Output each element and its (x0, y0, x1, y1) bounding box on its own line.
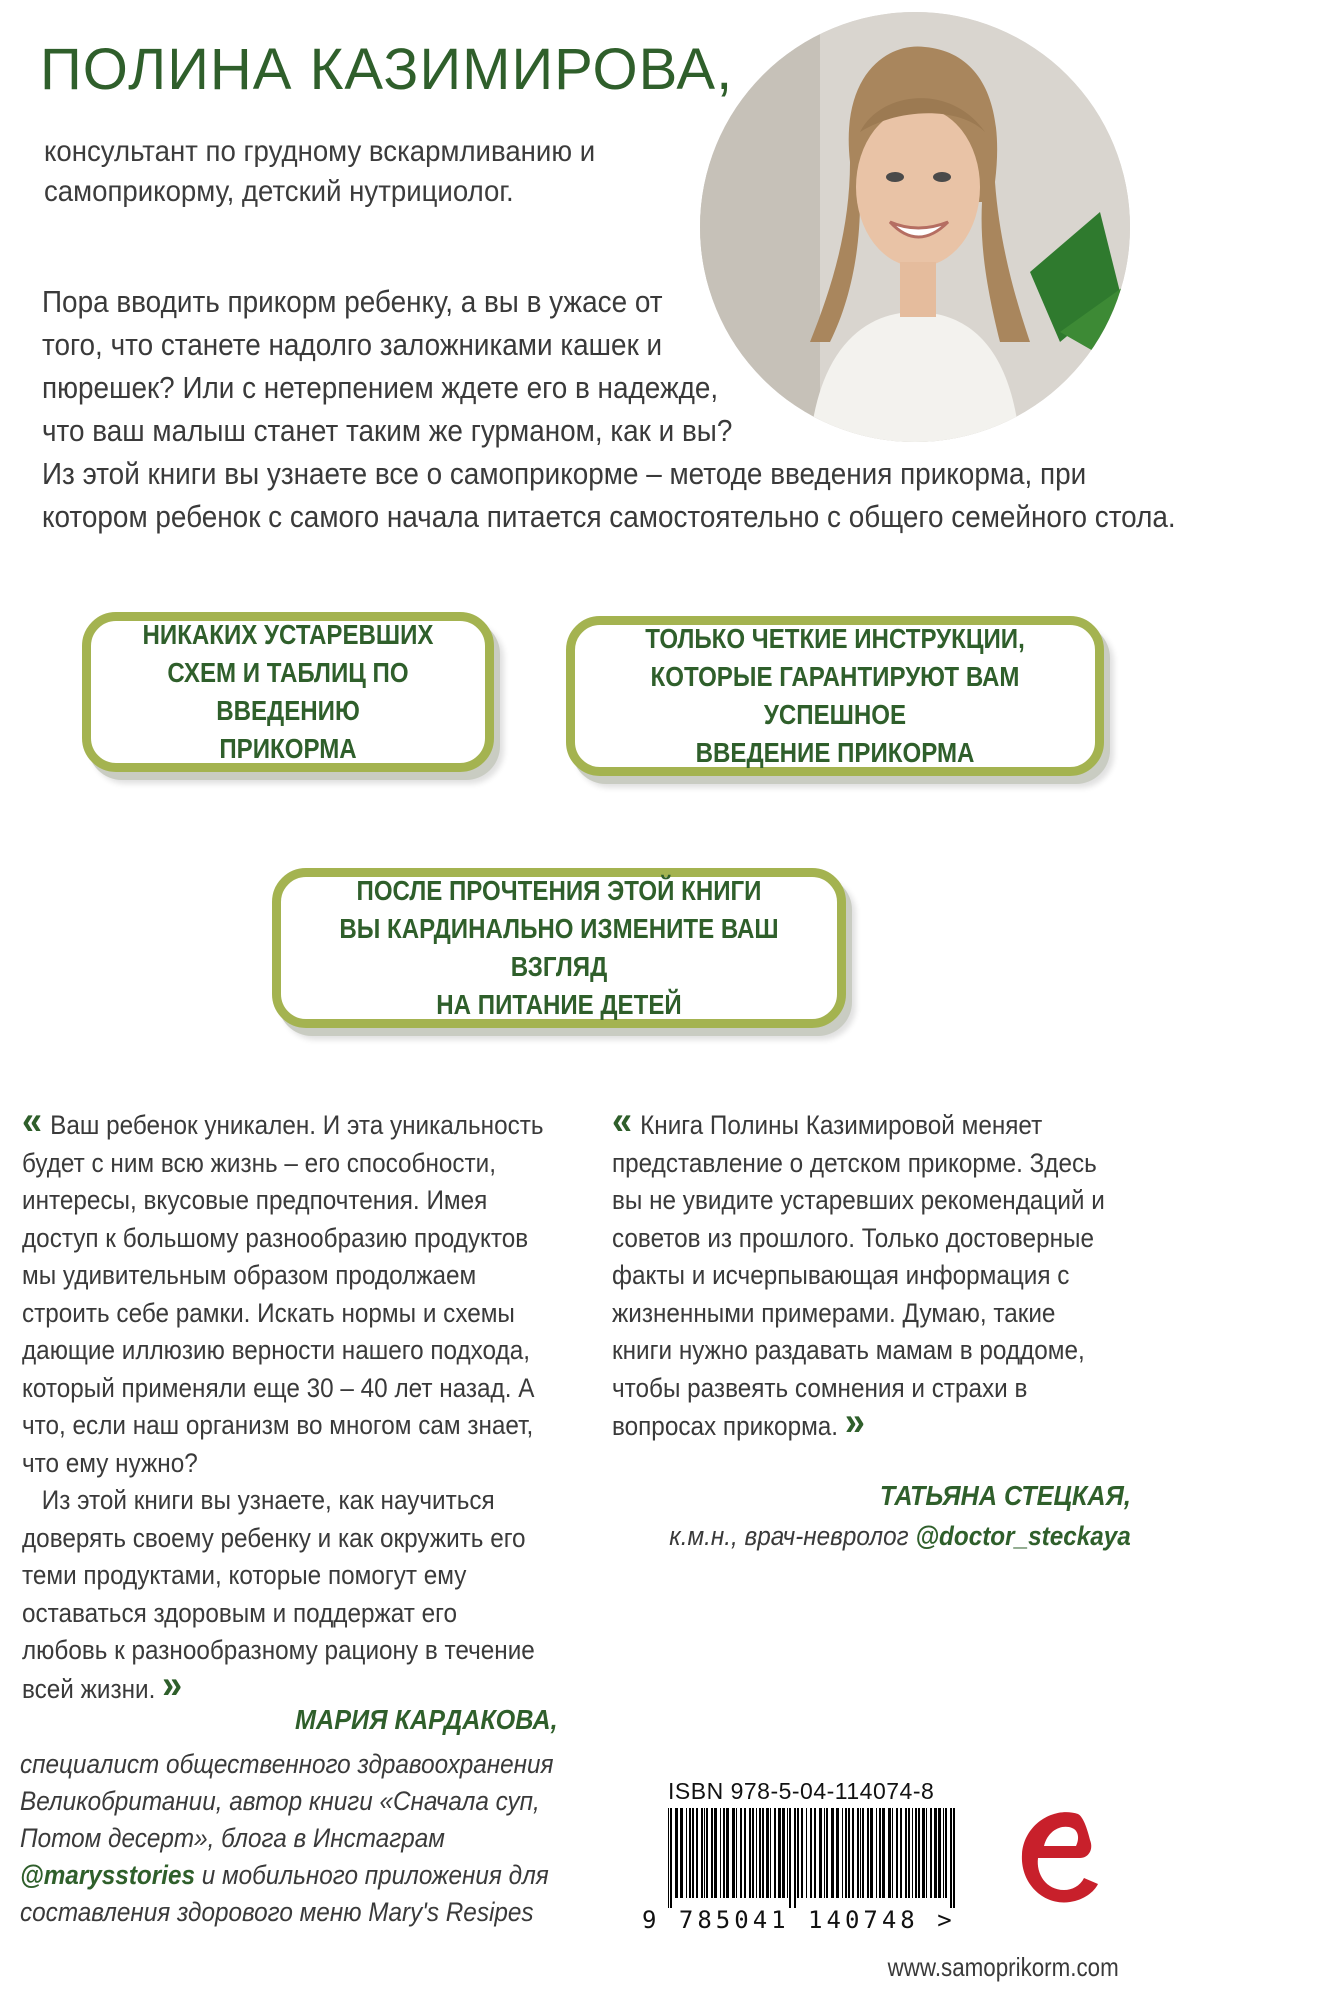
review-line: Ваш ребенок уникален. И эта уникальность (50, 1110, 544, 1140)
barcode-bar (801, 1808, 803, 1898)
barcode-bar (842, 1808, 843, 1898)
barcode-bar (819, 1808, 822, 1898)
barcode-bar (787, 1808, 788, 1898)
barcode-bar (876, 1808, 877, 1898)
barcode-bar (782, 1808, 785, 1898)
barcode-bar (892, 1808, 893, 1898)
barcode-bar (749, 1808, 751, 1898)
review-line: мы удивительным образом продолжаем (22, 1260, 477, 1290)
reviewer-name-steckaya: ТАТЬЯНА СТЕЦКАЯ, (879, 1480, 1131, 1511)
barcode-bar (701, 1808, 703, 1898)
barcode-bar (896, 1808, 898, 1898)
author-role-line: самоприкорму, детский нутрициолог. (44, 175, 514, 208)
barcode-bar (905, 1808, 907, 1898)
barcode-bar (831, 1808, 834, 1898)
feature-badge-text: ПОСЛЕ ПРОЧТЕНИЯ ЭТОЙ КНИГИ ВЫ КАРДИНАЛЬНО ИЗМЕНИТЕ ВАШ ВЗГЛЯД НА ПИТАНИЕ ДЕТЕЙ (339, 875, 779, 1020)
reviewer-role-line: Великобритании, автор книги «Сначала суп, (20, 1786, 540, 1816)
barcode-bar (870, 1808, 873, 1898)
quote-open-icon: « (22, 1099, 37, 1143)
barcode-bar (824, 1808, 825, 1898)
review-line: книги нужно раздавать мамам в роддоме, (612, 1335, 1085, 1365)
intro-paragraph (42, 280, 1176, 538)
reviewer-role-line: специалист общественного здравоохранения (20, 1749, 554, 1779)
barcode-bar (879, 1808, 881, 1898)
barcode-bar (862, 1808, 864, 1898)
barcode-bar (740, 1808, 742, 1898)
barcode-bar (766, 1808, 769, 1898)
review-line: всей жизни. (22, 1673, 156, 1704)
barcode-bar (680, 1808, 683, 1898)
quote-open-icon: « (612, 1099, 627, 1143)
intro-line: Из этой книги вы узнаете все о самоприкорме – методе введения прикорма, при (42, 456, 1087, 491)
intro-line: Пора вводить прикорм ребенку, а вы в ужасе от (42, 284, 663, 319)
barcode-bar (852, 1808, 854, 1898)
barcode-bar (797, 1808, 799, 1898)
isbn-label: ISBN 978-5-04-114074-8 (668, 1778, 935, 1804)
barcode-bar (836, 1808, 839, 1898)
feature-badge-change-view (272, 868, 846, 1028)
review-line: теми продуктами, которые помогут ему (22, 1560, 467, 1590)
review-line: любовь к разнообразному рациону в течение (22, 1635, 535, 1665)
barcode-bar (943, 1808, 944, 1898)
review-line: вопросах прикорма. (612, 1411, 839, 1441)
barcode-bar (857, 1808, 859, 1898)
intro-line: котором ребенок с самого начала питается самостоятельно с общего семейного стола. (42, 499, 1176, 534)
reviewer-role-line: и мобильного приложения для (194, 1860, 549, 1890)
reviewer-role-line: к.м.н., врач-невролог (669, 1521, 916, 1551)
feature-badge-no-schemes (82, 612, 494, 772)
barcode-bar (867, 1808, 869, 1898)
review-steckaya (612, 1099, 1170, 1446)
barcode-bar (720, 1808, 721, 1898)
publisher-logo-icon (1014, 1806, 1100, 1908)
barcode-bar (670, 1808, 672, 1908)
barcode-bar (774, 1808, 776, 1898)
review-line: Из этой книги вы узнаете, как научиться (41, 1485, 495, 1515)
barcode-bar (912, 1808, 913, 1898)
barcode-bar (668, 1808, 669, 1908)
reviewer-handle: @doctor_steckaya (915, 1521, 1131, 1551)
barcode-bar (930, 1808, 932, 1898)
review-line: факты и исчерпывающая информация с (612, 1260, 1070, 1290)
barcode-bar (915, 1808, 917, 1898)
barcode-bar (794, 1808, 796, 1908)
review-line: который применяли еще 30 – 40 лет назад. А (22, 1372, 535, 1403)
feature-badge-clear-instructions (566, 616, 1104, 776)
barcode-bar (759, 1808, 761, 1898)
barcode-bar (845, 1808, 847, 1898)
review-line: советов из прошлого. Только достоверные (612, 1222, 1094, 1253)
reviewer-handle: @marysstories (20, 1860, 195, 1890)
review-line: будет с ним всю жизнь – его способности, (22, 1147, 497, 1178)
author-role-line: консультант по грудному вскармливанию и (44, 135, 596, 168)
review-line: оставаться здоровым и поддержат его (22, 1597, 457, 1628)
review-kardakova (22, 1099, 580, 1708)
review-line: интересы, вкусовые предпочтения. Имея (22, 1185, 488, 1215)
barcode-bar (756, 1808, 757, 1898)
barcode-bar (900, 1808, 902, 1898)
review-line: дающие иллюзию верности нашего подхода, (22, 1335, 530, 1365)
barcode-bar (744, 1808, 746, 1898)
barcode-bar (789, 1808, 791, 1908)
barcode-bar (860, 1808, 861, 1898)
barcode-bar (778, 1808, 781, 1898)
author-role (44, 132, 614, 212)
reviewer-role-line: Потом десерт», блога в Инстаграм (20, 1823, 445, 1853)
barcode-bar (810, 1808, 812, 1898)
author-name: ПОЛИНА КАЗИМИРОВА, (40, 37, 734, 102)
review-line: вы не увидите устаревших рекомендаций и (612, 1185, 1105, 1215)
barcode-bar (934, 1808, 937, 1898)
barcode (668, 1808, 958, 1908)
review-line: доступ к большому разнообразию продуктов (22, 1222, 529, 1253)
reviewer-role-kardakova (20, 1746, 554, 1931)
barcode-bar (908, 1808, 910, 1898)
review-line: что ему нужно? (22, 1447, 198, 1478)
barcode-bar (689, 1808, 691, 1898)
barcode-digits: 9 785041 140748 > (642, 1906, 956, 1934)
barcode-bar (732, 1808, 735, 1898)
reviewer-role-line: составления здорового меню Mary's Resipes (20, 1897, 534, 1927)
intro-line: что ваш малыш станет таким же гурманом, как и вы? (42, 413, 733, 448)
barcode-bar (814, 1808, 816, 1898)
barcode-bar (888, 1808, 891, 1898)
quote-close-icon: » (844, 1400, 860, 1444)
barcode-bar (675, 1808, 678, 1898)
reviewer-name-kardakova: МАРИЯ КАРДАКОВА, (295, 1704, 558, 1735)
barcode-bar (704, 1808, 705, 1898)
feature-badge-text: ТОЛЬКО ЧЕТКИЕ ИНСТРУКЦИИ, КОТОРЫЕ ГАРАНТИРУЮТ ВАМ УСПЕШНОЕ ВВЕДЕНИЕ ПРИКОРМА (645, 623, 1025, 768)
barcode-bar (848, 1808, 850, 1898)
review-line: жизненными примерами. Думаю, такие (612, 1297, 1056, 1328)
barcode-bar (726, 1808, 729, 1898)
review-line: представление о детском прикорме. Здесь (612, 1147, 1097, 1178)
barcode-bar (696, 1808, 698, 1898)
barcode-bar (723, 1808, 725, 1898)
barcode-bar (770, 1808, 771, 1898)
barcode-bar (953, 1808, 955, 1908)
barcode-bar (752, 1808, 754, 1898)
barcode-bar (714, 1808, 717, 1898)
review-line: доверять своему ребенку и как окружить его (22, 1522, 526, 1553)
publisher-website: www.samoprikorm.com (887, 1952, 1119, 1982)
barcode-bar (926, 1808, 927, 1898)
barcode-bar (950, 1808, 952, 1908)
review-line: чтобы развеять сомнения и страхи в (612, 1372, 1028, 1403)
barcode-bar (806, 1808, 807, 1898)
barcode-bar (711, 1808, 713, 1898)
barcode-bar (826, 1808, 828, 1898)
feature-badge-text: НИКАКИХ УСТАРЕВШИХ СХЕМ И ТАБЛИЦ ПО ВВЕДЕНИЮ ПРИКОРМА (142, 619, 434, 764)
intro-line: того, что станете надолго заложниками кашек и (42, 327, 663, 362)
review-line: Книга Полины Казимировой меняет (640, 1110, 1043, 1140)
barcode-bar (736, 1808, 737, 1898)
quote-close-icon: » (162, 1662, 177, 1707)
barcode-bar (922, 1808, 925, 1898)
review-line: строить себе рамки. Искать нормы и схемы (22, 1297, 515, 1328)
barcode-bar (945, 1808, 947, 1898)
barcode-bar (706, 1808, 708, 1898)
intro-line: пюрешек? Или с нетерпением ждете его в надежде, (42, 370, 719, 405)
barcode-bar (686, 1808, 687, 1898)
barcode-bar (918, 1808, 920, 1898)
barcode-bar (938, 1808, 941, 1898)
barcode-bar (762, 1808, 764, 1898)
barcode-bar (692, 1808, 694, 1898)
review-line: что, если наш организм во многом сам знает, (22, 1410, 534, 1440)
barcode-bar (882, 1808, 885, 1898)
reviewer-role-steckaya (669, 1518, 1131, 1555)
